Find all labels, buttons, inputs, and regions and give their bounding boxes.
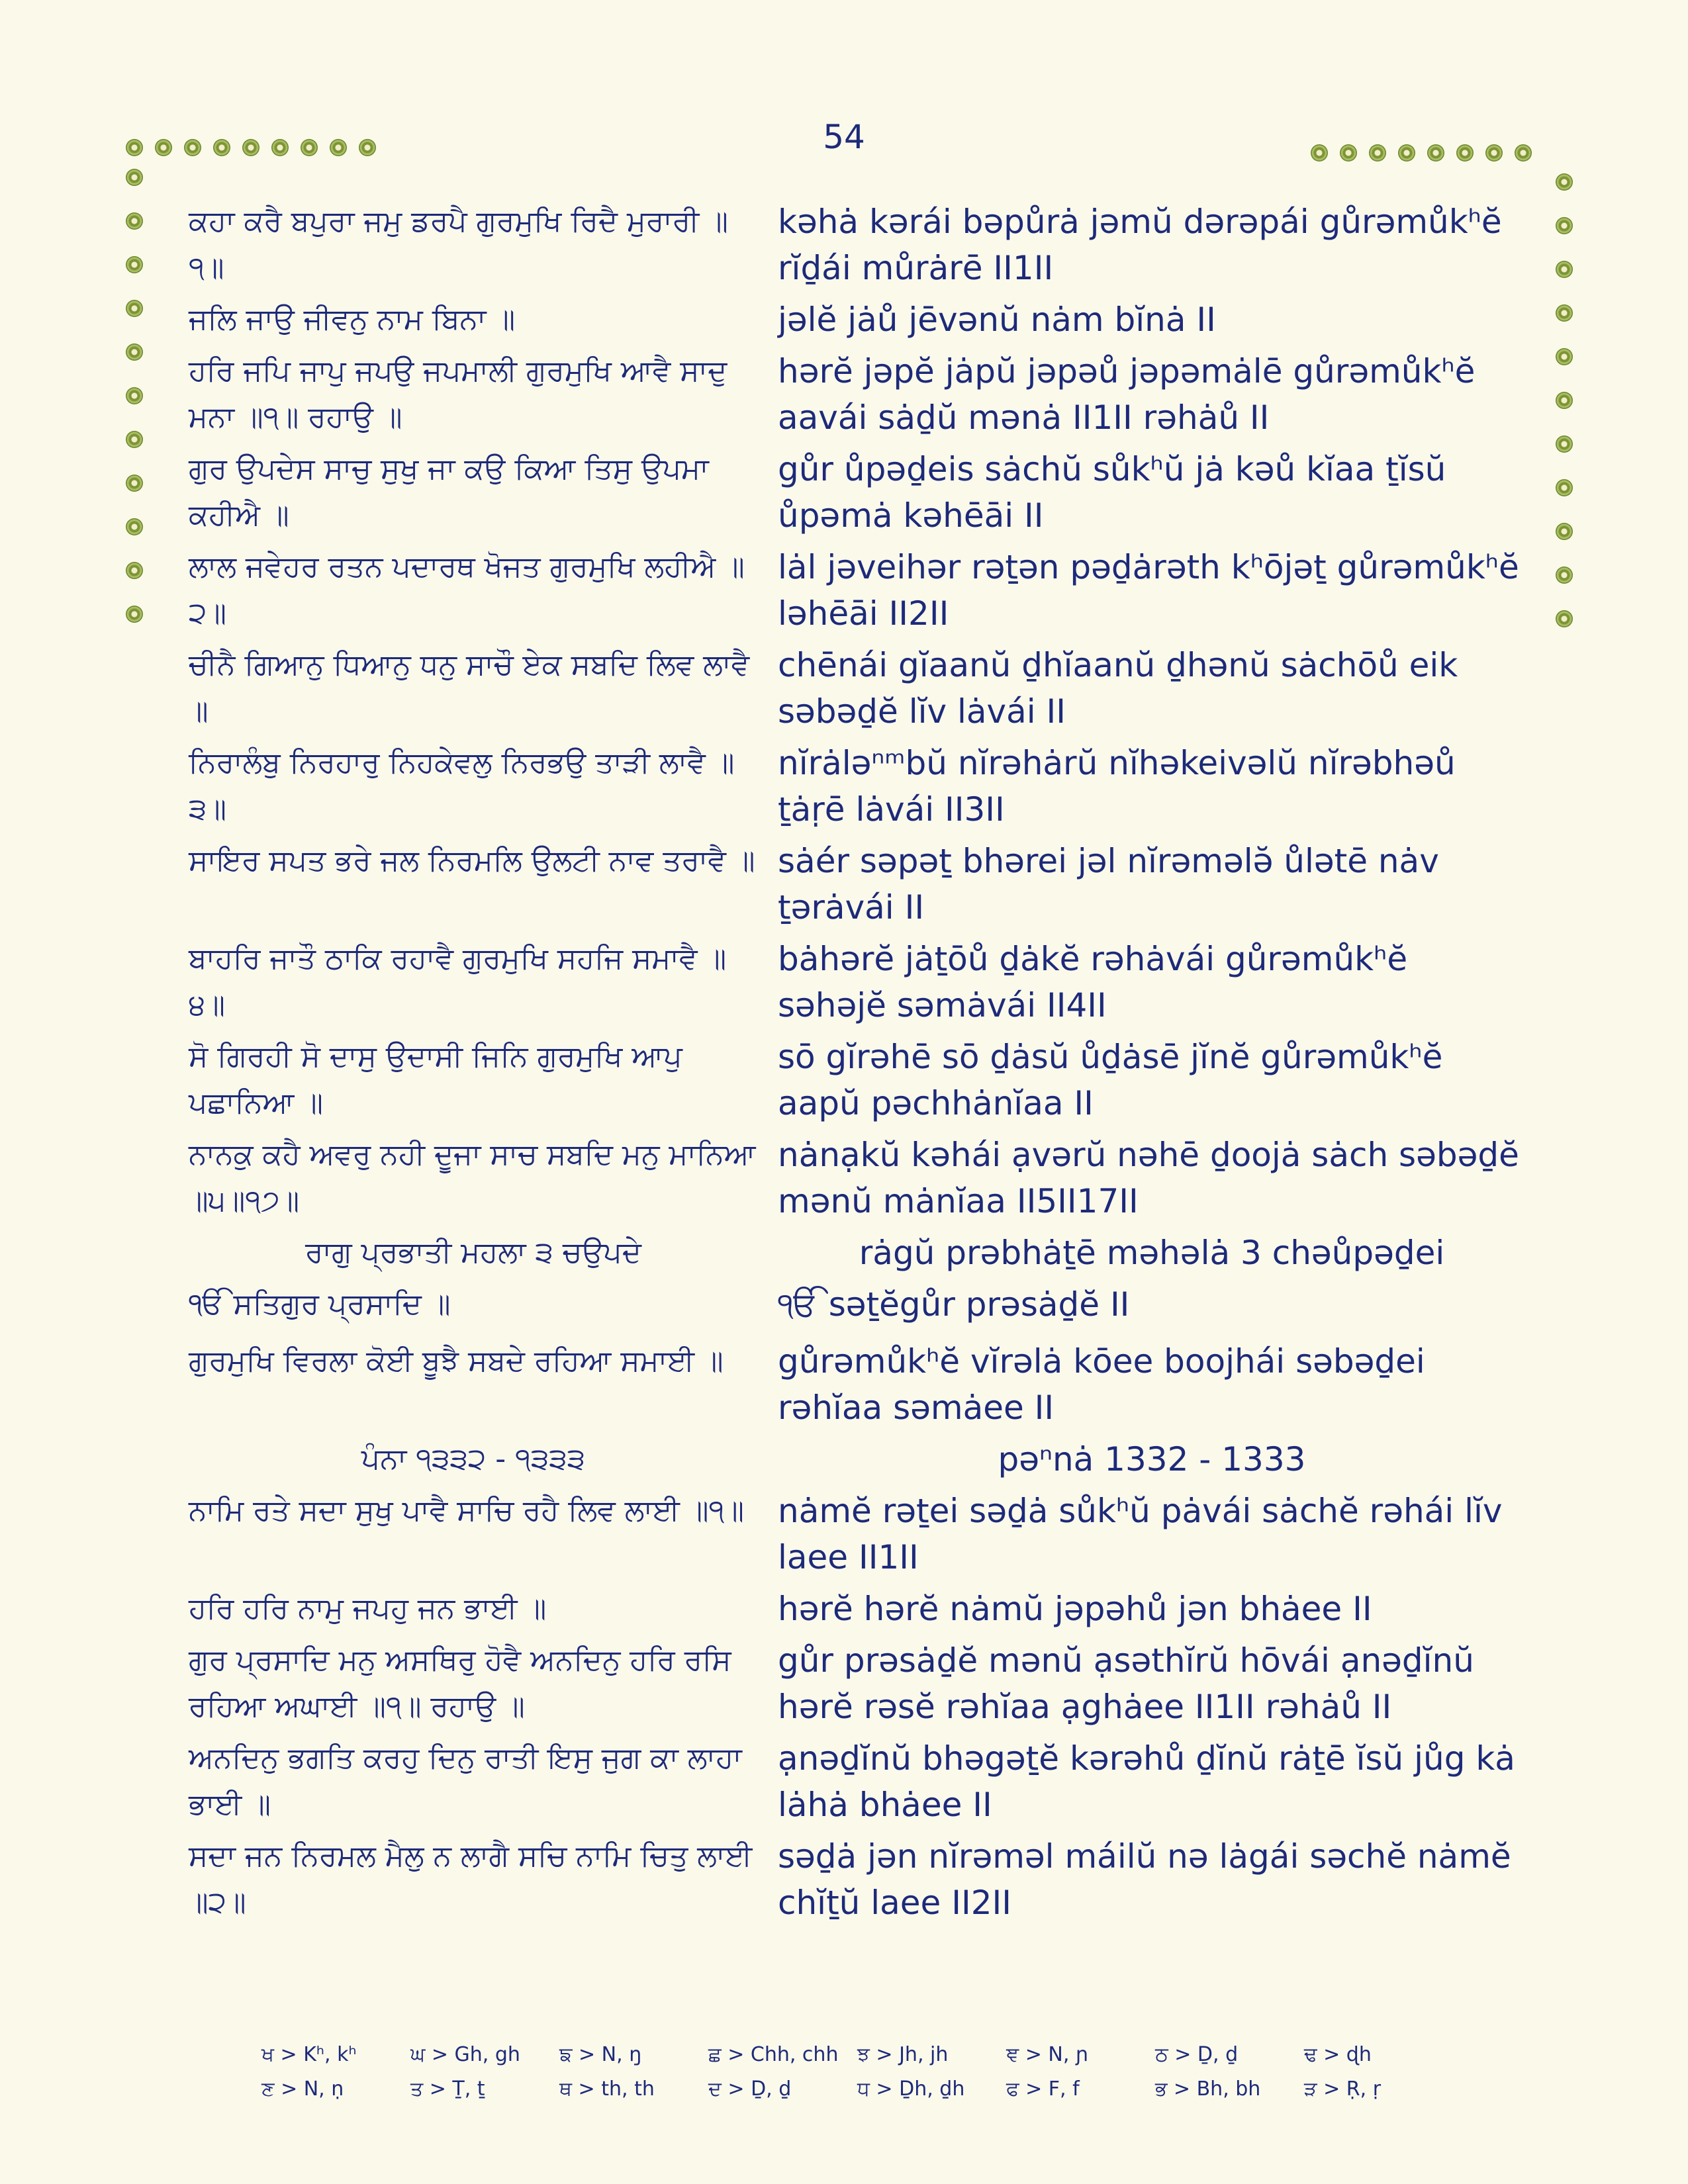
- flower-icon: [301, 139, 318, 156]
- gurmukhi-text: ਨਾਮਿ ਰਤੇ ਸਦਾ ਸੁਖੁ ਪਾਵੈ ਸਾਚਿ ਰਹੈ ਲਿਵ ਲਾਈ ॥੧॥: [189, 1494, 745, 1527]
- scripture-table: [189, 199, 1526, 1931]
- mool-mantar-row: [189, 1281, 1526, 1328]
- transliteration-text: kəhȧ kərái bəpůrȧ jəmŭ dərəpái gůrəmůkʰĕ rĭḏái můrȧrē II1II: [778, 203, 1502, 287]
- top-right-flower-border: [1311, 144, 1532, 161]
- flower-icon: [1556, 610, 1573, 627]
- flower-icon: [1556, 479, 1573, 496]
- flower-icon: [1311, 144, 1328, 161]
- gurmukhi-text: ਬਾਹਰਿ ਜਾਤੌ ਠਾਕਿ ਰਹਾਵੈ ਗੁਰਮੁਖਿ ਸਹਜਿ ਸਮਾਵੈ ॥੪॥: [189, 942, 727, 1022]
- flower-icon: [1340, 144, 1357, 161]
- flower-icon: [1456, 144, 1474, 161]
- flower-icon: [126, 518, 143, 535]
- flower-icon: [1427, 144, 1444, 161]
- transliteration-text: hərĕ hərĕ nȧmŭ jəpəhů jən bhȧee II: [778, 1590, 1372, 1628]
- flower-icon: [1556, 173, 1573, 191]
- verse-row: [189, 1132, 1526, 1224]
- transliteration-text: sȧér səpəṯ bhərei jəl nĭrəmələ̆ ůlətē nȧv ṯərȧvái II: [778, 842, 1439, 927]
- legend-item: ਭ > Bh, bh: [1155, 2077, 1261, 2101]
- verse-row: [189, 1488, 1526, 1580]
- legend-item: ਞ > N, ɲ: [1006, 2042, 1089, 2066]
- page-reference-translit: pəⁿnȧ 1332 - 1333: [998, 1440, 1306, 1479]
- verse-row: [189, 446, 1526, 539]
- legend-row: [261, 2037, 1453, 2071]
- legend-item: ਝ > Jh, jh: [857, 2042, 949, 2066]
- flower-icon: [1515, 144, 1532, 161]
- transliteration-text: chēnái gĭaanŭ ḏhĭaanŭ ḏhənŭ sȧchōů eik səbəḏĕ lĭv lȧvái II: [778, 646, 1458, 731]
- flower-icon: [1556, 348, 1573, 365]
- transliteration-text: sō gĭrəhē sō ḏȧsŭ ůḏȧsē jĭnĕ gůrəmůkʰĕ aapŭ pəchhȧnĭaa II: [778, 1038, 1443, 1122]
- gurmukhi-text: ਨਿਰਾਲੰਬੁ ਨਿਰਹਾਰੁ ਨਿਹਕੇਵਲੁ ਨਿਰਭਉ ਤਾੜੀ ਲਾਵੈ ॥੩॥: [189, 746, 735, 826]
- flower-icon: [213, 139, 230, 156]
- flower-icon: [126, 431, 143, 448]
- gurmukhi-text: ਹਰਿ ਹਰਿ ਨਾਮੁ ਜਪਹੁ ਜਨ ਭਾਈ ॥: [189, 1592, 547, 1625]
- right-flower-border: [1556, 173, 1573, 627]
- verse-row: [189, 1833, 1526, 1926]
- verse-row: [189, 1034, 1526, 1126]
- verse-row: [189, 936, 1526, 1028]
- verse-row: [189, 642, 1526, 735]
- transliteration-text: gůrəmůkʰĕ vĭrəlȧ kōee boojhái səbəḏei rəhĭaa səmȧee II: [778, 1342, 1425, 1427]
- transliteration-text: lȧl jəveihər rəṯən pəḏȧrəth kʰōjəṯ gůrəmůkʰĕ ləhēāi II2II: [778, 548, 1519, 633]
- flower-icon: [126, 212, 143, 230]
- verse-row: [189, 838, 1526, 931]
- mool-mantar-translit: ੴ səṯĕgůr prəsȧḏĕ II: [778, 1285, 1130, 1324]
- flower-icon: [126, 387, 143, 404]
- legend-item: ਣ > N, ṇ: [261, 2077, 344, 2101]
- gurmukhi-text: ਗੁਰਮੁਖਿ ਵਿਰਲਾ ਕੋਈ ਬੂਝੈ ਸਬਦੇ ਰਹਿਆ ਸਮਾਈ ॥: [189, 1344, 724, 1378]
- transliteration-text: nȧmĕ rəṯei səḏȧ sůkʰŭ pȧvái sȧchĕ rəhái lĭv laee II1II: [778, 1492, 1503, 1576]
- gurmukhi-text: ਅਨਦਿਨੁ ਭਗਤਿ ਕਰਹੁ ਦਿਨੁ ਰਾਤੀ ਇਸੁ ਜੁਗ ਕਾ ਲਾਹਾ ਭਾਈ ॥: [189, 1741, 742, 1821]
- flower-icon: [126, 300, 143, 317]
- flower-icon: [1556, 261, 1573, 278]
- flower-icon: [1485, 144, 1503, 161]
- verse-row: [189, 348, 1526, 441]
- raag-heading-translit: rȧgŭ prəbhȧṯē məhəlȧ 3 chəůpəḏei: [859, 1234, 1445, 1272]
- top-left-flower-border: [126, 139, 376, 156]
- flower-icon: [1398, 144, 1415, 161]
- verse-row: [189, 199, 1526, 291]
- page-number: 54: [823, 118, 865, 156]
- legend-item: ਥ > th, th: [559, 2077, 655, 2101]
- gurmukhi-text: ਗੁਰ ਉਪਦੇਸ ਸਾਚੁ ਸੁਖੁ ਜਾ ਕਉ ਕਿਆ ਤਿਸੁ ਉਪਮਾ ਕਹੀਐ ॥: [189, 452, 709, 532]
- mool-mantar-gurmukhi: ੴ ਸਤਿਗੁਰ ਪ੍ਰਸਾਦਿ ॥: [189, 1287, 451, 1321]
- flower-icon: [126, 562, 143, 579]
- verse-row: [189, 544, 1526, 637]
- flower-icon: [155, 139, 172, 156]
- transliteration-text: bȧhərĕ jȧṯōů ḏȧkĕ rəhȧvái gůrəmůkʰĕ səhəjĕ səmȧvái II4II: [778, 940, 1408, 1024]
- transliteration-text: səḏȧ jən nĭrəməl máilŭ nə lȧgái səchĕ nȧmĕ chĭṯŭ laee II2II: [778, 1837, 1511, 1922]
- gurmukhi-text: ਲਾਲ ਜਵੇਹਰ ਰਤਨ ਪਦਾਰਥ ਖੋਜਤ ਗੁਰਮੁਖਿ ਲਹੀਐ ॥੨॥: [189, 550, 745, 630]
- gurmukhi-text: ਸੋ ਗਿਰਹੀ ਸੋ ਦਾਸੁ ਉਦਾਸੀ ਜਿਨਿ ਗੁਰਮੁਖਿ ਆਪੁ ਪਛਾਨਿਆ ॥: [189, 1040, 682, 1120]
- legend-item: ਫ > F, f: [1006, 2077, 1080, 2101]
- legend-item: ਢ > ɖh: [1304, 2042, 1372, 2066]
- gurmukhi-text: ਨਾਨਕੁ ਕਹੈ ਅਵਰੁ ਨਹੀ ਦੂਜਾ ਸਾਚ ਸਬਦਿ ਮਨੁ ਮਾਨਿਆ ॥੫॥੧੭॥: [189, 1138, 756, 1218]
- legend-item: ਦ > Ḏ, ḏ: [708, 2077, 792, 2101]
- transliteration-text: gůr prəsȧḏĕ mənŭ ạsəthĭrŭ hōvái ạnəḏĭnŭ hərĕ rəsĕ rəhĭaa ạghȧee II1II rəhȧů II: [778, 1641, 1474, 1726]
- gurmukhi-text: ਸਾਇਰ ਸਪਤ ਭਰੇ ਜਲ ਨਿਰਮਲਿ ਉਲਟੀ ਨਾਵ ਤਰਾਵੈ ॥: [189, 844, 755, 878]
- flower-icon: [1556, 304, 1573, 322]
- legend-item: ਧ > Ḏh, ḏh: [857, 2077, 965, 2101]
- verse-row: [189, 1637, 1526, 1730]
- flower-icon: [1556, 523, 1573, 540]
- flower-icon: [242, 139, 259, 156]
- left-flower-border: [126, 169, 143, 623]
- transliteration-text: nȧnạkŭ kəhái ạvərŭ nəhē ḏoojȧ sȧch səbəḏĕ mənŭ mȧnĭaa II5II17II: [778, 1136, 1519, 1220]
- legend-item: ਠ > Ḏ, ḏ: [1155, 2042, 1239, 2066]
- gurmukhi-text: ਹਰਿ ਜਪਿ ਜਾਪੁ ਜਪਉ ਜਪਮਾਲੀ ਗੁਰਮੁਖਿ ਆਵੈ ਸਾਦੁ ਮਨਾ ॥੧॥ ਰਹਾਉ ॥: [189, 354, 727, 434]
- flower-icon: [1556, 392, 1573, 409]
- transliteration-legend: [261, 2037, 1453, 2106]
- legend-item: ਛ > Chh, chh: [708, 2042, 839, 2066]
- legend-item: ਤ > Ṯ, ṯ: [410, 2077, 485, 2101]
- flower-icon: [1369, 144, 1386, 161]
- flower-icon: [126, 169, 143, 186]
- gurmukhi-text: ਸਦਾ ਜਨ ਨਿਰਮਲ ਮੈਲੁ ਨ ਲਾਗੈ ਸਚਿ ਨਾਮਿ ਚਿਤੁ ਲਾਈ ॥੨॥: [189, 1839, 753, 1919]
- verse-row: [189, 1338, 1526, 1431]
- transliteration-text: jəlĕ jȧů jēvənŭ nȧm bĭnȧ II: [778, 300, 1216, 339]
- gurmukhi-text: ਜਲਿ ਜਾਉ ਜੀਵਨੁ ਨਾਮ ਬਿਨਾ ॥: [189, 302, 516, 336]
- legend-item: ਙ > N, ŋ: [559, 2042, 642, 2066]
- verse-row: [189, 1586, 1526, 1632]
- legend-item: ਖ > Kʰ, kʰ: [261, 2042, 357, 2066]
- gurmukhi-text: ਚੀਨੈ ਗਿਆਨੁ ਧਿਆਨੁ ਧਨੁ ਸਾਚੌ ਏਕ ਸਬਦਿ ਲਿਵ ਲਾਵੈ ॥: [189, 648, 750, 728]
- flower-icon: [1556, 217, 1573, 234]
- verse-row: [189, 740, 1526, 833]
- legend-item: ਘ > Gh, gh: [410, 2042, 520, 2066]
- flower-icon: [126, 343, 143, 361]
- transliteration-text: ạnəḏĭnŭ bhəgəṯĕ kərəhů ḏĭnŭ rȧṯē ĭsŭ jůg kȧ lȧhȧ bhȧee II: [778, 1739, 1515, 1824]
- flower-icon: [126, 256, 143, 273]
- flower-icon: [184, 139, 201, 156]
- flower-icon: [126, 606, 143, 623]
- transliteration-text: gůr ůpəḏeis sȧchŭ sůkʰŭ jȧ kəů kĭaa ṯĭsŭ ůpəmȧ kəhēāi II: [778, 450, 1446, 535]
- gurmukhi-text: ਗੁਰ ਪ੍ਰਸਾਦਿ ਮਨੁ ਅਸਥਿਰੁ ਹੋਵੈ ਅਨਦਿਨੁ ਹਰਿ ਰਸਿ ਰਹਿਆ ਅਘਾਈ ॥੧॥ ਰਹਾਉ ॥: [189, 1643, 731, 1723]
- raag-heading-row: [189, 1230, 1526, 1276]
- page-reference-gurmukhi: ਪੰਨਾ ੧੩੩੨ - ੧੩੩੩: [361, 1442, 586, 1476]
- legend-item: ੜ > Ṛ, ṛ: [1304, 2077, 1382, 2101]
- flower-icon: [330, 139, 347, 156]
- verse-row: [189, 296, 1526, 343]
- page-reference-row: [189, 1436, 1526, 1482]
- verse-row: [189, 1735, 1526, 1828]
- flower-icon: [126, 475, 143, 492]
- flower-icon: [1556, 435, 1573, 453]
- flower-icon: [359, 139, 376, 156]
- raag-heading-gurmukhi: ਰਾਗੁ ਪ੍ਰਭਾਤੀ ਮਹਲਾ ੩ ਚਉਪਦੇ: [305, 1236, 641, 1269]
- transliteration-text: nĭrȧləⁿᵐbŭ nĭrəhȧrŭ nĭhəkeivəlŭ nĭrəbhəů ṯȧṛē lȧvái II3II: [778, 744, 1456, 829]
- transliteration-text: hərĕ jəpĕ jȧpŭ jəpəů jəpəmȧlē gůrəmůkʰĕ aavái sȧḏŭ mənȧ II1II rəhȧů II: [778, 352, 1476, 437]
- flower-icon: [126, 139, 143, 156]
- gurmukhi-text: ਕਹਾ ਕਰੈ ਬਪੁਰਾ ਜਮੁ ਡਰਪੈ ਗੁਰਮੁਖਿ ਰਿਦੈ ਮੁਰਾਰੀ ॥੧॥: [189, 205, 728, 285]
- flower-icon: [1556, 567, 1573, 584]
- flower-icon: [271, 139, 289, 156]
- legend-row: [261, 2071, 1453, 2106]
